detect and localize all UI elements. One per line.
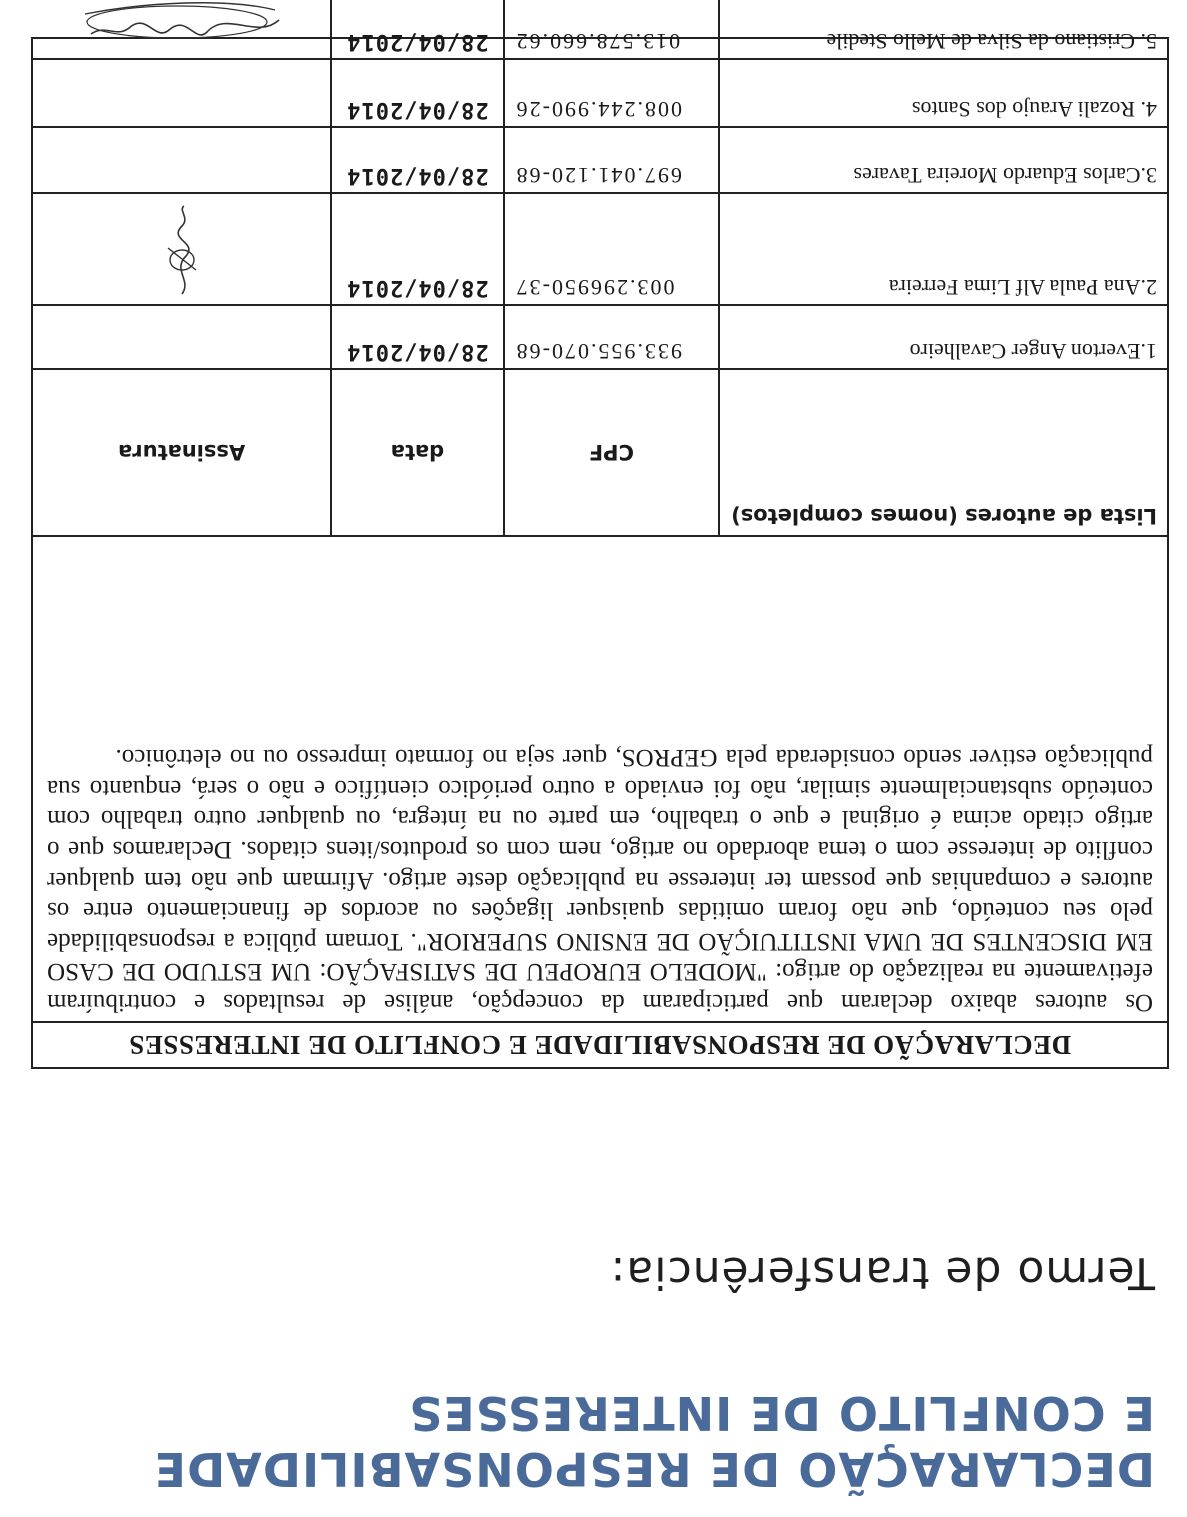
declaration-box	[31, 29, 1169, 1069]
handwritten-signature-icon	[77, 0, 287, 54]
signature-cell	[33, 127, 331, 193]
author-name: 3.Carlos Eduardo Moreira Tavares	[719, 127, 1167, 193]
author-name: 2.Ana Paula Alf Lima Ferreira	[719, 193, 1167, 305]
signature-cell	[33, 59, 331, 127]
signature-cell	[33, 0, 331, 59]
author-name: 4. Rozali Araujo dos Santos	[719, 59, 1167, 127]
author-date: 28/04/2014	[331, 193, 503, 305]
table-row	[33, 127, 1167, 193]
author-cpf: 008.244.990-26	[504, 59, 719, 127]
table-row	[33, 193, 1167, 305]
author-date: 28/04/2014	[331, 305, 503, 369]
header-signature: Assinatura	[33, 369, 331, 535]
signature-cell	[33, 193, 331, 305]
table-row	[33, 59, 1167, 127]
header-date: data	[331, 369, 503, 535]
page-heading: DECLARAÇÃO DE RESPONSABILIDADE E CONFLITO DE INTERESSES	[153, 1386, 1155, 1496]
table-header-row	[33, 369, 1167, 535]
author-cpf: 933.955.070-68	[504, 305, 719, 369]
author-cpf: 013.578.660.62	[504, 0, 719, 59]
author-date: 28/04/2014	[331, 59, 503, 127]
author-date: 28/04/2014	[331, 127, 503, 193]
author-date: 28/04/2014	[331, 0, 503, 59]
handwritten-signature-icon	[142, 204, 222, 300]
author-cpf: 003.296950-37	[504, 193, 719, 305]
declaration-title: DECLARAÇÃO DE RESPONSABILIDADE E CONFLITO DE INTERESSES	[33, 1021, 1167, 1067]
authors-table	[33, 0, 1167, 535]
header-authors: Lista de autores (nomes completos)	[719, 369, 1167, 535]
signature-cell	[33, 305, 331, 369]
declaration-paragraph: Os autores abaixo declaram que participaram da concepção, análise de resultados e contribuíram efetivamente na realização do artigo: "MODELO EUROPEU DE SATISFAÇÃO: UM ESTUDO DE CASO EM DISCENTES DE UMA INSTITUIÇÃO DE ENSINO SUPERIOR". Tornam pública a responsabilidade pelo seu conteúdo, que não foram omitidas quaisquer ligações ou acordos de financiamento entre os autores e companhias que possam ter interesse na publicação deste artigo. Afirmam que não tem qualquer conflito de interesse com o tema abordado no artigo, nem com os produtos/itens citados. Declaramos que o artigo citado acima é original e que o trabalho, em parte ou na íntegra, ou qualquer outro trabalho com conteúdo substancialmente similar, não foi enviado a outro periódico científico e não o será, enquanto sua publicação estiver sendo considerada pela GEPROS, quer seja no formato impresso ou no eletrônico.	[33, 535, 1167, 1021]
header-cpf: CPF	[504, 369, 719, 535]
table-row	[33, 0, 1167, 59]
author-cpf: 697.041.120-68	[504, 127, 719, 193]
table-row	[33, 305, 1167, 369]
page-subheading: Termo de transferência:	[609, 1247, 1155, 1298]
author-name: 5. Cristiano da Silva de Mello Stedile	[719, 0, 1167, 59]
author-name: 1.Everton Anger Cavalheiro	[719, 305, 1167, 369]
